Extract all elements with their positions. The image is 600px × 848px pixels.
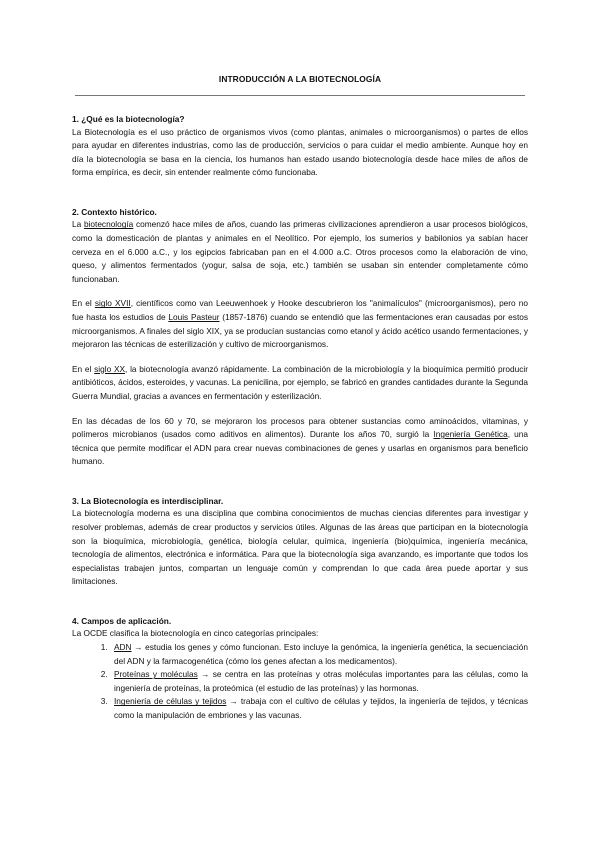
- section-what-is-biotech: [72, 113, 528, 180]
- paragraph: [72, 218, 528, 286]
- underlined-term: siglo XVII: [94, 298, 131, 309]
- underlined-term: ADN: [114, 642, 132, 653]
- text-run: En el: [72, 298, 95, 309]
- paragraph: [72, 363, 528, 404]
- underlined-term: Proteínas y moléculas: [114, 669, 198, 680]
- paragraph: La biotecnología moderna es una disciplina que combina conocimientos de muchas ciencias diferentes para investigar y resolver problemas, además de crear productos y servicios útiles. Algunas de las áreas que participan en la biotecnología son la bioquímica, microbiología, genética, biología celular, química, ingeniería (bio)química, ingeniería mecánica, tecnología de alimentos, electrónica e informática. Para que la biotecnología siga avanzando, es importante que todos los especialistas trabajen juntos, compartan un lenguaje común y comprendan lo que cada área puede aportar y sus limitaciones.: [72, 508, 528, 587]
- section-application-fields: [72, 615, 528, 723]
- paragraph: [72, 415, 528, 469]
- section-historical-context: [72, 206, 528, 469]
- paragraph: [72, 297, 528, 351]
- text-run: → trabaja con el cultivo de células y tejidos, la ingeniería de tejidos, y técnicas como la manipulación de embriones y las vacunas.: [114, 696, 528, 720]
- list-item: [110, 695, 528, 722]
- text-run: → estudia los genes y cómo funcionan. Esto incluye la genómica, la ingeniería genética, la secuenciación del ADN y la farmacogenética (cómo los genes afectan a los medicamentos).: [114, 642, 528, 666]
- underlined-term: Ingeniería de células y tejidos: [114, 696, 227, 707]
- document-title: INTRODUCCIÓN A LA BIOTECNOLOGÍA: [218, 74, 382, 84]
- underlined-term: Ingeniería Genética: [433, 429, 508, 440]
- list-item: [110, 668, 528, 695]
- category-list: [72, 641, 528, 723]
- underlined-term: Louis Pasteur: [168, 311, 220, 322]
- text-run: En las décadas de los 60 y 70, se mejoraron los procesos para obtener sustancias como aminoácidos, vitaminas, y polímeros microbianos (usados como aditivos en alimentos). Durante los años 70, surgió la: [72, 415, 528, 440]
- section-heading: 3. La Biotecnología es interdisciplinar.: [72, 495, 224, 506]
- section-heading: 4. Campos de aplicación.: [72, 615, 172, 626]
- text-run: , científicos como van Leeuwenhoek y Hooke descubrieron los "animalículos" (microorganismos), pero no fue hasta los estudios de: [72, 298, 529, 322]
- text-run: En el: [72, 363, 95, 374]
- underlined-term: biotecnología: [83, 219, 134, 230]
- text-run: → se centra en las proteínas y otras moléculas importantes para las células, como la ingeniería de proteínas, la proteómica (el estudio de las proteínas) y las hormonas.: [114, 669, 529, 693]
- text-run: La: [72, 219, 84, 230]
- title-divider: [75, 95, 525, 96]
- text-run: , la biotecnología avanzó rápidamente. La combinación de la microbiología y la bioquímica permitió producir antibióticos, ácidos, esteroides, y vacunas. La penicilina, por ejemplo, se fabricó en grandes cantidades durante la Segunda Guerra Mundial, gracias a avances en fermentación y esterilización.: [72, 363, 528, 401]
- paragraph: La OCDE clasifica la biotecnología en cinco categorías principales:: [72, 628, 319, 639]
- section-heading: 2. Contexto histórico.: [72, 206, 157, 217]
- paragraph: La Biotecnología es el uso práctico de organismos vivos (como plantas, animales o microorganismos) o partes de ellos para ayudar en diferentes industrias, como las de producción, servicios o para cuidar el medio ambiente. Aunque hoy en día la biotecnología se basa en la ciencia, los humanos han estado usando biotecnología desde hace miles de años de forma empírica, es decir, sin entender realmente cómo funcionaba.: [72, 126, 528, 178]
- text-run: comenzó hace miles de años, cuando las primeras civilizaciones aprendieron a usar procesos biológicos, como la domesticación de plantas y animales en el Neolítico. Por ejemplo, los sumerios y babilonios ya sabían hacer cerveza en el 6.000 a.C., y los egipcios fabricaban pan en el 4.000 a.C. Otros procesos como la elaboración de vino, queso, y alimentos fermentados (yogur, salsa de soja, etc.) también se usaban sin entender completamente cómo funcionaban.: [72, 219, 528, 284]
- section-interdisciplinary: [72, 495, 528, 589]
- list-item: [110, 641, 528, 668]
- section-heading: 1. ¿Qué es la biotecnología?: [72, 114, 185, 124]
- text-run: , una técnica que permite modificar el ADN para crear nuevas combinaciones de genes y usarlas en organismos para beneficio humano.: [72, 429, 528, 467]
- text-run: (1857-1876) cuando se entendió que las fermentaciones eran causadas por estos microorganismos. A finales del siglo XIX, ya se producían sustancias como etanol y ácido acético usando fermentaciones, y mejoraron las técnicas de esterilización y cultivo de microorganismos.: [72, 311, 529, 350]
- underlined-term: siglo XX: [94, 363, 126, 374]
- document-body: [72, 113, 528, 723]
